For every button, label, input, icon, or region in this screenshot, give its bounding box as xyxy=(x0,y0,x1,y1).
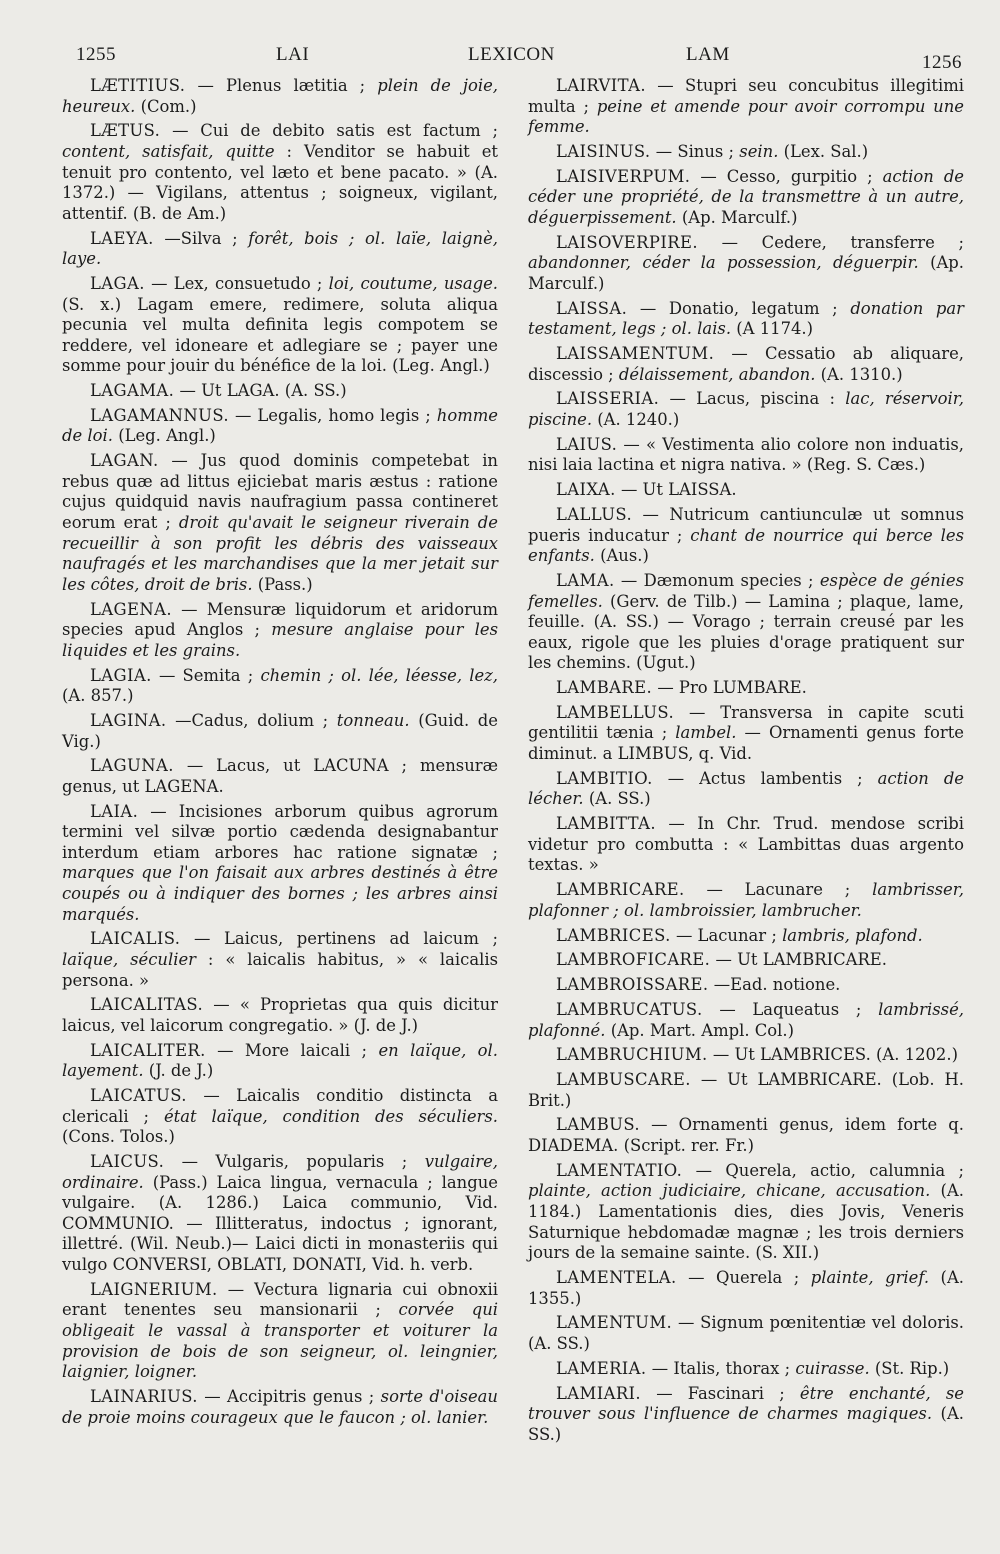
entry-headword: LAISSERIA. xyxy=(556,389,660,409)
entry-definition: — Ut xyxy=(179,381,222,401)
entry-french: lambrissé, plafonné. xyxy=(528,999,964,1040)
entry-headword: LAISINUS. xyxy=(556,141,651,161)
entry-definition: — Laicalis conditio distincta a clericali ; xyxy=(62,1086,498,1126)
entry-source: : Venditor se habuit et tenuit pro contento, vel læto et bene pacato. » (A. 1372.) — Vigilans, attentus ; soigneux, vigilant, attentif. (B. de Am.) xyxy=(62,141,498,223)
entry-headword: LAISSAMENTUM. xyxy=(556,344,715,364)
entry-headword: LAMBRICES. xyxy=(556,925,671,945)
entry-headword: LAIUS. xyxy=(556,434,618,454)
entry-headword: LAMBROISSARE. xyxy=(556,975,709,995)
dictionary-entry xyxy=(528,435,964,476)
entry-headword: LALLUS. xyxy=(556,504,633,524)
entry-french: vulgaire, ordinaire. xyxy=(62,1152,498,1192)
entry-headword: LÆTUS. xyxy=(90,121,161,141)
entry-headword: LAMBRUCHIUM. xyxy=(556,1045,708,1065)
dictionary-entry xyxy=(62,1387,498,1428)
entry-french: content, satisfait, quitte xyxy=(62,141,275,161)
entry-definition: — Legalis, homo legis ; xyxy=(235,405,431,425)
dictionary-entry xyxy=(528,389,964,430)
entry-source: (A. 1202.) xyxy=(876,1045,958,1065)
entry-definition: — Donatio, legatum ; xyxy=(639,298,838,318)
dictionary-entry xyxy=(528,880,964,921)
entry-headword: LAGAMANNUS. xyxy=(90,405,230,425)
entry-source: (Leg. Angl.) xyxy=(118,426,216,446)
entry-definition: — Transversa in capite scuti gentilitii tænia ; xyxy=(528,702,965,743)
entry-definition: — Mensuræ liquidorum et aridorum species apud Anglos ; xyxy=(62,599,498,640)
entry-source: (A. 1240.) xyxy=(597,410,680,430)
entry-french: sein. xyxy=(739,141,779,161)
entry-french: sorte d'oiseau de proie moins courageux que le faucon ; ol. lanier. xyxy=(62,1387,498,1427)
entry-definition: — Signum pœnitentiæ vel doloris. xyxy=(677,1313,964,1333)
entry-headword: LAICATUS. xyxy=(90,1086,187,1106)
entry-source: (Lob. H. Brit.) xyxy=(528,1070,964,1110)
entry-definition: — Fascinari ; xyxy=(656,1383,785,1403)
dictionary-entry xyxy=(528,299,964,340)
dictionary-entry xyxy=(528,814,964,876)
entry-headword: LAGINA. xyxy=(90,710,167,730)
dictionary-entry xyxy=(528,678,964,699)
entry-source: (Guid. de Vig.) xyxy=(62,710,498,751)
entry-headword: LAMBITIO. xyxy=(556,768,653,788)
entry-headword: LAMENTELA. xyxy=(556,1267,677,1287)
entry-source: (A. 857.) xyxy=(62,686,134,706)
entry-source: (A. SS.) xyxy=(588,789,651,809)
dictionary-entry xyxy=(62,406,498,447)
dictionary-entry xyxy=(528,769,964,810)
dictionary-entry xyxy=(62,274,498,377)
left-column xyxy=(62,76,498,1449)
dictionary-entry xyxy=(62,121,498,224)
page-number-left: 1255 xyxy=(76,44,116,65)
entry-headword: LAMERIA. xyxy=(556,1358,647,1378)
entry-definition: — Dæmonum species ; xyxy=(620,570,814,590)
entry-headword: LAGIA. xyxy=(90,665,152,685)
dictionary-entry xyxy=(528,950,964,971)
entry-source: (Aus.) xyxy=(600,546,649,566)
dictionary-entry xyxy=(62,1152,498,1276)
entry-definition: — Laqueatus ; xyxy=(719,999,862,1019)
entry-source: (Cons. Tolos.) xyxy=(62,1127,175,1147)
entry-headword: LAIA. xyxy=(90,801,139,821)
entry-headword: LAGENA. xyxy=(90,599,172,619)
dictionary-entry xyxy=(62,995,498,1036)
entry-headword: LAICUS. xyxy=(90,1152,165,1172)
entry-french: action de céder une propriété, de la transmettre à un autre, déguerpissement. xyxy=(528,166,965,227)
entry-headword: LAMBARE. xyxy=(556,678,653,698)
entry-source: (Gerv. de Tilb.) — Lamina ; plaque, lame, feuille. (A. SS.) — Vorago ; terrain creusé par les eaux, rigole que les pluies d'orage pratiquent sur les chemins. (Ugut.) xyxy=(528,591,964,673)
entry-definition: — « Proprietas qua quis dicitur laicus, vel laicorum congregatio. » xyxy=(62,995,498,1035)
entry-french: lambris, plafond. xyxy=(782,925,923,945)
dictionary-entry xyxy=(62,802,498,926)
entry-headword: LAGUNA. xyxy=(90,756,174,776)
dictionary-entry xyxy=(62,1086,498,1148)
entry-headword: LAISOVERPIRE. xyxy=(556,232,698,252)
entry-source: (Ap. Marculf.) xyxy=(681,207,798,227)
entry-definition: — Vulgaris, popularis ; xyxy=(181,1152,408,1172)
entry-definition: — Laicus, pertinens ad laicum ; xyxy=(193,929,498,949)
entry-headword: LAMENTATIO. xyxy=(556,1160,683,1180)
entry-definition: — Cedere, transferre ; xyxy=(721,232,964,252)
dictionary-entry xyxy=(62,1280,498,1383)
entry-definition: — Nutricum cantiunculæ ut somnus pueris inducatur ; xyxy=(528,504,964,545)
running-title: LEXICON xyxy=(468,44,555,65)
right-column xyxy=(528,76,964,1449)
entry-source: (Script. rer. Fr.) xyxy=(623,1136,754,1156)
dictionary-entry xyxy=(62,666,498,707)
entry-source: (Com.) xyxy=(140,96,197,116)
dictionary-entry xyxy=(528,167,964,229)
entry-source: (Ap. Mart. Ampl. Col.) xyxy=(610,1020,795,1040)
entry-french: plein de joie, heureux. xyxy=(62,76,498,116)
dictionary-entry xyxy=(528,1115,964,1156)
catchword-right: LAM xyxy=(686,44,730,65)
entry-source: (A 1174.) xyxy=(736,319,814,339)
entry-headword: LAICALITER. xyxy=(90,1040,206,1060)
entry-source: (Pass.) xyxy=(257,574,313,594)
entry-source: (St. Rip.) xyxy=(874,1358,950,1378)
dictionary-entry xyxy=(528,76,964,138)
entry-french: forêt, bois ; ol. laïe, laignè, laye. xyxy=(62,228,498,269)
dictionary-entry xyxy=(528,1000,964,1041)
dictionary-entry xyxy=(528,142,964,163)
entry-definition: — Vectura lignaria cui obnoxii erant tenentes seu mansionarii ; xyxy=(62,1279,498,1320)
entry-source: (Reg. S. Cæs.) xyxy=(806,455,926,475)
entry-definition: — Stupri seu concubitus illegitimi multa ; xyxy=(528,76,964,116)
entry-source: (A. SS.) xyxy=(528,1404,964,1444)
dictionary-entry xyxy=(62,929,498,991)
entry-french: action de lécher. xyxy=(528,768,965,809)
dictionary-entry xyxy=(62,711,498,752)
entry-definition: — Querela, actio, calumnia ; xyxy=(695,1160,964,1180)
entry-source: (J. de J.) xyxy=(148,1061,214,1081)
entry-source: (Ap. Marculf.) xyxy=(528,253,964,293)
entry-french: chemin ; ol. lée, léesse, lez, xyxy=(260,665,498,685)
entry-definition: — Lacunare ; xyxy=(706,880,851,900)
entry-definition: — Ut LAMBRICES. xyxy=(712,1045,871,1065)
entry-headword: LAISSA. xyxy=(556,298,628,318)
dictionary-entry xyxy=(62,229,498,270)
dictionary-entry xyxy=(528,571,964,674)
dictionary-entry xyxy=(528,1359,964,1380)
entry-definition: — Lacus, piscina : xyxy=(669,389,835,409)
entry-french: espèce de génies femelles. xyxy=(528,570,964,611)
entry-french: délaissement, abandon. xyxy=(618,364,816,384)
entry-definition: — Lacus, ut LACUNA ; mensuræ genus, ut LAGENA. xyxy=(62,756,498,796)
dictionary-entry xyxy=(62,381,498,402)
entry-definition: — Cui de debito satis est factum ; xyxy=(172,121,498,141)
entry-source: (Pass.) Laica lingua, vernacula ; langue vulgaire. (A. 1286.) Laica communio, Vid. COMMUNIO. — Illitteratus, indoctus ; ignorant, illettré. (Wil. Neub.)— Laici dicti in monasteriis qui vulgo CONVERSI, OBLATI, DONATI, Vid. h. verb. xyxy=(62,1172,498,1275)
entry-french: mesure anglaise pour les liquides et les grains. xyxy=(62,620,499,660)
dictionary-entry xyxy=(528,233,964,295)
entry-french: plainte, grief. xyxy=(810,1267,930,1287)
dictionary-entry xyxy=(62,76,498,117)
entry-source: : « laicalis habitus, » « laicalis persona. » xyxy=(62,950,499,990)
dictionary-entry xyxy=(528,1161,964,1264)
entry-definition: — Accipitris genus ; xyxy=(204,1387,375,1406)
entry-french: en laïque, ol. layement. xyxy=(62,1040,498,1081)
entry-french: lambel. xyxy=(675,723,737,743)
entry-headword: LAGAMA. xyxy=(90,381,175,401)
entry-definition: — Ut LAMBRICARE. xyxy=(700,1070,882,1090)
entry-source: — Ornamenti genus forte diminut. a LIMBUS, q. Vid. xyxy=(528,723,964,764)
dictionary-entry xyxy=(528,480,964,501)
entry-french: donation par testament, legs ; ol. lais. xyxy=(528,298,964,339)
entry-french: abandonner, céder la possession, déguerpir. xyxy=(528,253,919,273)
entry-definition: —Ead. notione. xyxy=(713,975,841,995)
entry-definition: — Plenus lætitia ; xyxy=(197,76,366,95)
entry-source: LAGA. (A. SS.) xyxy=(226,381,347,401)
entry-headword: LAMBELLUS. xyxy=(556,702,675,722)
entry-french: lac, réservoir, piscine. xyxy=(528,389,964,430)
entry-headword: LAMENTUM. xyxy=(556,1313,673,1333)
entry-headword: LAIGNERIUM. xyxy=(90,1279,218,1299)
entry-definition: — In Chr. Trud. mendose scribi videtur pro combutta : « Lambittas duas argento textas. » xyxy=(528,814,964,875)
entry-french: état laïque, condition des séculiers. xyxy=(163,1106,498,1126)
entry-definition: — Lex, consuetudo ; xyxy=(151,273,323,293)
entry-french: être enchanté, se trouver sous l'influence de charmes magiques. xyxy=(528,1383,964,1424)
text-columns xyxy=(62,76,964,1449)
entry-definition: — « Vestimenta alio colore non induatis, nisi laia lactina et nigra nativa. » xyxy=(528,434,964,475)
entry-headword: LAMBROFICARE. xyxy=(556,950,711,970)
entry-source: (A. 1184.) Lamentationis dies, dies Jovis, Veneris Saturnique hebdomadæ magnæ ; les trois derniers jours de la semaine sainte. (S. XII.) xyxy=(528,1181,964,1263)
entry-source: (A. 1310.) xyxy=(820,364,903,384)
entry-definition: — Italis, thorax ; xyxy=(651,1358,791,1378)
entry-french: loi, coutume, usage. xyxy=(328,273,498,293)
entry-french: cuirasse. xyxy=(795,1358,870,1378)
entry-definition: — Pro LUMBARE. xyxy=(657,678,807,698)
entry-headword: LÆTITIUS. xyxy=(90,76,186,95)
dictionary-entry xyxy=(528,505,964,567)
catchword-left: LAI xyxy=(276,44,310,65)
entry-french: chant de nourrice qui berce les enfants. xyxy=(528,525,964,566)
entry-headword: LAINARIUS. xyxy=(90,1387,198,1406)
entry-headword: LAGAN. xyxy=(90,451,159,471)
entry-headword: LAICALITAS. xyxy=(90,995,204,1015)
dictionary-entry xyxy=(62,756,498,797)
entry-definition: —Cadus, dolium ; xyxy=(175,710,329,730)
entry-headword: LAMIARI. xyxy=(556,1383,642,1403)
entry-definition: — Querela ; xyxy=(688,1267,800,1287)
entry-headword: LAIRVITA. xyxy=(556,76,646,95)
entry-headword: LAISIVERPUM. xyxy=(556,166,691,186)
entry-headword: LAMBITTA. xyxy=(556,814,656,834)
entry-headword: LAMBUSCARE. xyxy=(556,1070,691,1090)
dictionary-entry xyxy=(528,1268,964,1309)
entry-french: laïque, séculier xyxy=(62,950,196,969)
entry-source: (J. de J.) xyxy=(353,1015,419,1035)
entry-headword: LAMBRICARE. xyxy=(556,880,685,900)
dictionary-entry xyxy=(528,703,964,765)
entry-definition: — Ornamenti genus, idem forte q. DIADEMA. xyxy=(528,1115,964,1156)
entry-french: homme de loi. xyxy=(62,405,498,446)
entry-definition: —Silva ; xyxy=(164,228,238,248)
entry-definition: — Incisiones arborum quibus agrorum termini vel silvæ portio cædenda designabantur interdum etiam arbores hac ratione signatæ ; xyxy=(62,801,498,862)
entry-definition: — Actus lambentis ; xyxy=(667,768,863,788)
entry-french: tonneau. xyxy=(336,710,410,730)
dictionary-entry xyxy=(528,344,964,385)
entry-headword: LAMA. xyxy=(556,570,615,590)
entry-source: (A. 1355.) xyxy=(528,1267,964,1308)
entry-french: peine et amende pour avoir corrompu une femme. xyxy=(528,96,964,137)
entry-definition: — Ut LAMBRICARE. xyxy=(715,950,887,970)
entry-source: (A. SS.) xyxy=(528,1333,590,1353)
entry-definition: — Cessatio ab aliquare, discessio ; xyxy=(528,344,964,384)
entry-french: droit qu'avait le seigneur riverain de recueillir à son profit les débris des vaisseaux naufragés et les marchandises que la mer jetait sur les côtes, droit de bris. xyxy=(62,513,498,594)
dictionary-entry xyxy=(62,451,498,595)
page-number-right: 1256 xyxy=(922,52,962,73)
dictionary-entry xyxy=(528,1045,964,1066)
entry-headword: LAGA. xyxy=(90,273,145,293)
entry-definition: — More laicali ; xyxy=(217,1040,368,1060)
dictionary-entry xyxy=(528,926,964,947)
dictionary-entry xyxy=(528,975,964,996)
dictionary-entry xyxy=(62,600,498,662)
entry-definition: — Ut LAISSA. xyxy=(620,480,737,500)
entry-headword: LAEYA. xyxy=(90,228,154,248)
entry-definition: — Lacunar ; xyxy=(675,925,777,945)
entry-definition: — Cesso, gurpitio ; xyxy=(700,166,873,186)
entry-definition: — Jus quod dominis competebat in rebus quæ ad littus ejiciebat maris æstus : ratione cujus quidquid navis naufragium passa contineret eorum erat ; xyxy=(62,451,498,532)
entry-french: corvée qui obligeait le vassal à transporter et voiturer la provision de bois de son seigneur, ol. leingnier, laignier, loigner. xyxy=(62,1300,498,1382)
entry-definition: — Sinus ; xyxy=(655,141,735,161)
running-header xyxy=(62,38,964,73)
entry-french: plainte, action judiciaire, chicane, accusation. xyxy=(528,1181,931,1201)
entry-headword: LAMBUS. xyxy=(556,1115,641,1135)
dictionary-entry xyxy=(528,1384,964,1446)
entry-headword: LAMBRUCATUS. xyxy=(556,999,703,1019)
entry-source: (Lex. Sal.) xyxy=(783,141,869,161)
entry-headword: LAIXA. xyxy=(556,480,616,500)
entry-headword: LAICALIS. xyxy=(90,929,181,949)
entry-french: marques que l'on faisait aux arbres destinés à être coupés ou à indiquer des bornes ; les arbres ainsi marqués. xyxy=(62,863,498,924)
entry-source: (S. x.) Lagam emere, redimere, soluta aliqua pecunia vel multa definita legis compotem se reddere, vel idoneare et adlegiare se ; payer une somme pour jouir du bénéfice de la loi. (Leg. Angl.) xyxy=(62,294,498,376)
dictionary-entry xyxy=(528,1313,964,1354)
entry-definition: — Semita ; xyxy=(158,665,254,685)
entry-french: lambrisser, plafonner ; ol. lambroissier, lambrucher. xyxy=(528,880,964,920)
dictionary-entry xyxy=(528,1070,964,1111)
dictionary-entry xyxy=(62,1041,498,1082)
